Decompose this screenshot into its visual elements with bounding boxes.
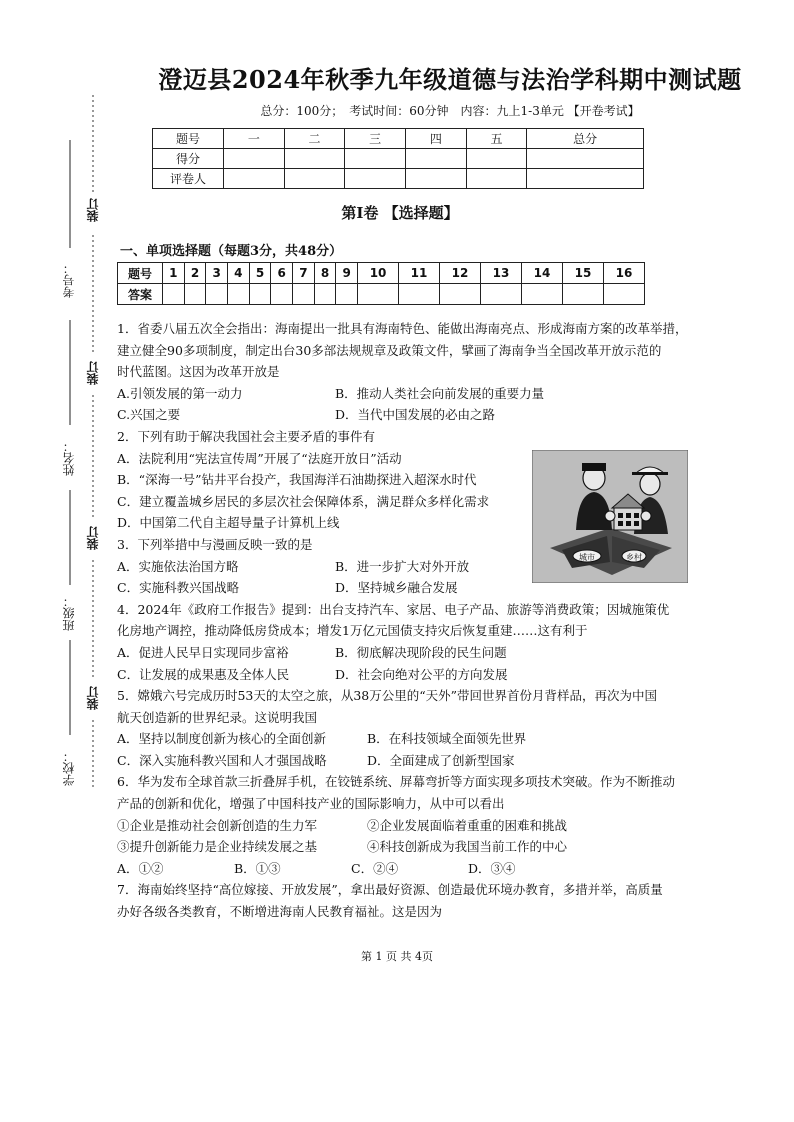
answer-cell[interactable] [521,284,562,305]
question-3-stem: 3．下列举措中与漫画反映一致的是 [117,536,313,552]
cartoon-sign-city: 城市 [579,553,595,562]
subsection-title: 一、单项选择题（每题3分，共48分） [120,244,343,259]
question-4-options-row [117,664,692,686]
score-header-cell: 四 [406,129,467,149]
cartoon-sign-village: 乡村 [626,553,642,562]
question-6-choice-b[interactable]: B．①③ [234,860,281,876]
answer-cell[interactable] [358,284,399,305]
score-table-header-row [153,129,644,149]
answer-number: 12 [440,263,481,284]
question-2-option-a[interactable]: A．法院利用“宪法宣传周”开展了“法庭开放日”活动 [117,450,402,466]
question-6-choice-d[interactable]: D．③④ [468,860,516,876]
score-cell[interactable] [466,169,527,189]
answer-number: 1 [163,263,185,284]
question-1-line: 建立健全90多项制度，制定出台30多部法规规章及政策文件，擘画了海南争当全国改革开放示范的 [117,342,662,358]
score-table [152,128,644,189]
answer-cell[interactable] [314,284,336,305]
exam-info: 总分：100分； 考试时间：60分钟 内容：九上1-3单元 【开卷考试】 [260,104,640,118]
score-row-label: 评卷人 [153,169,224,189]
question-7-line: 办好各级各类教育，不断增进海南人民教育福祉。这是因为 [117,904,443,920]
question-2-option-b[interactable]: B．“深海一号”钻井平台投产，我国海洋石油勘探进入超深水时代 [117,472,477,488]
score-cell[interactable] [466,149,527,169]
answer-cell[interactable] [293,284,315,305]
question-5-option-a[interactable]: A．坚持以制度创新为核心的全面创新 [117,731,327,747]
question-6-statement: ④科技创新成为我国当前工作的中心 [367,839,568,855]
question-3-option-c[interactable]: C．实施科教兴国战略 [117,580,240,596]
question-2-stem: 2．下列有助于解决我国社会主要矛盾的事件有 [117,428,375,444]
answer-cell[interactable] [271,284,293,305]
answer-number: 2 [184,263,206,284]
binding-label-name: 姓名： [62,440,76,476]
question-3-option-b[interactable]: B．进一步扩大对外开放 [335,558,470,574]
question-1-line: 1．省委八届五次全会指出：海南提出一批具有海南特色、能做出海南亮点、形成海南方案的改革举措， [117,321,688,336]
exam-title: 澄迈县2024年秋季九年级道德与法治学科期中测试题 [158,65,742,94]
question-1-options-row [117,383,692,405]
question-5-options-row [117,750,692,772]
answer-number: 10 [358,263,399,284]
answer-number: 7 [293,263,315,284]
answer-number: 4 [228,263,250,284]
answer-table [117,262,645,305]
answer-number: 8 [314,263,336,284]
question-5-options-row [117,728,692,750]
question-4-option-d[interactable]: D．社会向绝对公平的方向发展 [335,666,508,682]
answer-cell[interactable] [249,284,271,305]
question-content [117,318,692,923]
question-4-line: 4．2024年《政府工作报告》提到：出台支持汽车、家居、电子产品、旅游等消费政策；因城施策优 [117,601,670,617]
question-1-option-c[interactable]: C.兴国之要 [117,407,181,423]
score-header-cell: 五 [466,129,527,149]
answer-cell[interactable] [228,284,250,305]
question-4-option-c[interactable]: C．让发展的成果惠及全体人民 [117,666,290,682]
score-cell[interactable] [224,169,285,189]
score-table-row [153,169,644,189]
question-6-statements-row [117,815,692,837]
score-header-cell: 题号 [153,129,224,149]
answer-cell[interactable] [206,284,228,305]
answer-number: 13 [481,263,522,284]
answer-number: 16 [603,263,644,284]
question-6-statement: ③提升创新能力是企业持续发展之基 [117,839,318,855]
question-1-line: 时代蓝图。这因为改革开放是 [117,364,280,380]
score-header-cell: 三 [345,129,406,149]
score-header-cell: 一 [224,129,285,149]
answer-cell[interactable] [562,284,603,305]
question-4-option-a[interactable]: A．促进人民早日实现同步富裕 [117,644,289,660]
question-3-option-a[interactable]: A．实施依法治国方略 [117,558,239,574]
score-cell[interactable] [406,169,467,189]
answer-cell[interactable] [603,284,644,305]
question-1-option-b[interactable]: B．推动人类社会向前发展的重要力量 [335,385,545,401]
question-3-option-d[interactable]: D．坚持城乡融合发展 [335,580,458,596]
binding-label-kaohao: 考号： [62,262,76,298]
answer-number: 3 [206,263,228,284]
question-6-statement: ②企业发展面临着重重的困难和挑战 [367,817,568,833]
score-cell[interactable] [345,169,406,189]
answer-number: 9 [336,263,358,284]
question-6-choice-a[interactable]: A．①② [117,860,164,876]
score-cell[interactable] [406,149,467,169]
question-5-option-c[interactable]: C．深入实施科教兴国和人才强国战略 [117,752,327,768]
answer-row-label: 题号 [118,263,163,284]
score-cell[interactable] [284,149,345,169]
binding-label-school: 学校： [62,750,76,786]
answer-cell[interactable] [399,284,440,305]
question-6-choices-row [117,858,692,880]
score-cell[interactable] [284,169,345,189]
question-5-option-b[interactable]: B．在科技领域全面领先世界 [367,731,527,747]
binding-mark-4: 装订 [86,686,100,710]
question-2-option-c[interactable]: C．建立覆盖城乡居民的多层次社会保障体系，满足群众多样化需求 [117,493,490,509]
answer-table-number-row [118,263,645,284]
binding-mark-3: 装订 [86,526,100,550]
answer-cell[interactable] [163,284,185,305]
score-row-label: 得分 [153,149,224,169]
score-cell[interactable] [345,149,406,169]
score-header-cell: 二 [284,129,345,149]
question-1-options-row [117,404,692,426]
answer-cell[interactable] [336,284,358,305]
answer-cell[interactable] [440,284,481,305]
binding-label-class: 班级： [62,595,76,631]
question-2-option-d[interactable]: D．中国第二代自主超导量子计算机上线 [117,515,340,531]
answer-number: 6 [271,263,293,284]
question-6-statement: ①企业是推动社会创新创造的生力军 [117,817,318,833]
question-5-option-d[interactable]: D．全面建成了创新型国家 [367,752,515,768]
question-5-line: 航天创造新的世界纪录。这说明我国 [117,709,318,725]
answer-cell[interactable] [184,284,206,305]
question-7-line: 7．海南始终坚持“高位嫁接、开放发展”，拿出最好资源、创造最优环境办教育，多措并举，高质量 [117,882,663,898]
cartoon-two-men-with-house-model-icon [532,450,688,583]
question-6-statements-row [117,836,692,858]
answer-table-answer-row [118,284,645,305]
answer-row-label: 答案 [118,284,163,305]
binding-mark-1: 装订 [86,198,100,222]
answer-number: 14 [521,263,562,284]
answer-number: 15 [562,263,603,284]
answer-number: 11 [399,263,440,284]
question-6-line: 6．华为发布全球首款三折叠屏手机，在铰链系统、屏幕弯折等方面实现多项技术突破。作为不断推动 [117,774,675,790]
question-5-line: 5．嫦娥六号完成历时53天的太空之旅，从38万公里的“天外”带回世界首份月背样品，再次为中国 [117,688,658,704]
question-6-choice-c[interactable]: C．②④ [351,860,399,876]
score-cell[interactable] [224,149,285,169]
score-header-cell: 总分 [527,129,644,149]
question-4-option-b[interactable]: B．彻底解决现阶段的民生问题 [335,644,507,660]
question-6-line: 产品的创新和优化，增强了中国科技产业的国际影响力，从中可以看出 [117,796,505,812]
question-4-line: 化房地产调控，推动降低房贷成本；增发1万亿元国债支持灾后恢复重建……这有利于 [117,623,588,639]
question-1-option-d[interactable]: D．当代中国发展的必由之路 [335,407,496,423]
score-cell[interactable] [527,169,644,189]
page-footer: 第 1 页 共 4页 [361,950,433,963]
binding-mark-2: 装订 [86,361,100,385]
question-1-option-a[interactable]: A.引领发展的第一动力 [117,385,243,401]
section-title: 第Ⅰ卷 【选择题】 [341,204,459,222]
answer-cell[interactable] [481,284,522,305]
question-4-options-row [117,642,692,664]
score-table-row [153,149,644,169]
answer-number: 5 [249,263,271,284]
score-cell[interactable] [527,149,644,169]
